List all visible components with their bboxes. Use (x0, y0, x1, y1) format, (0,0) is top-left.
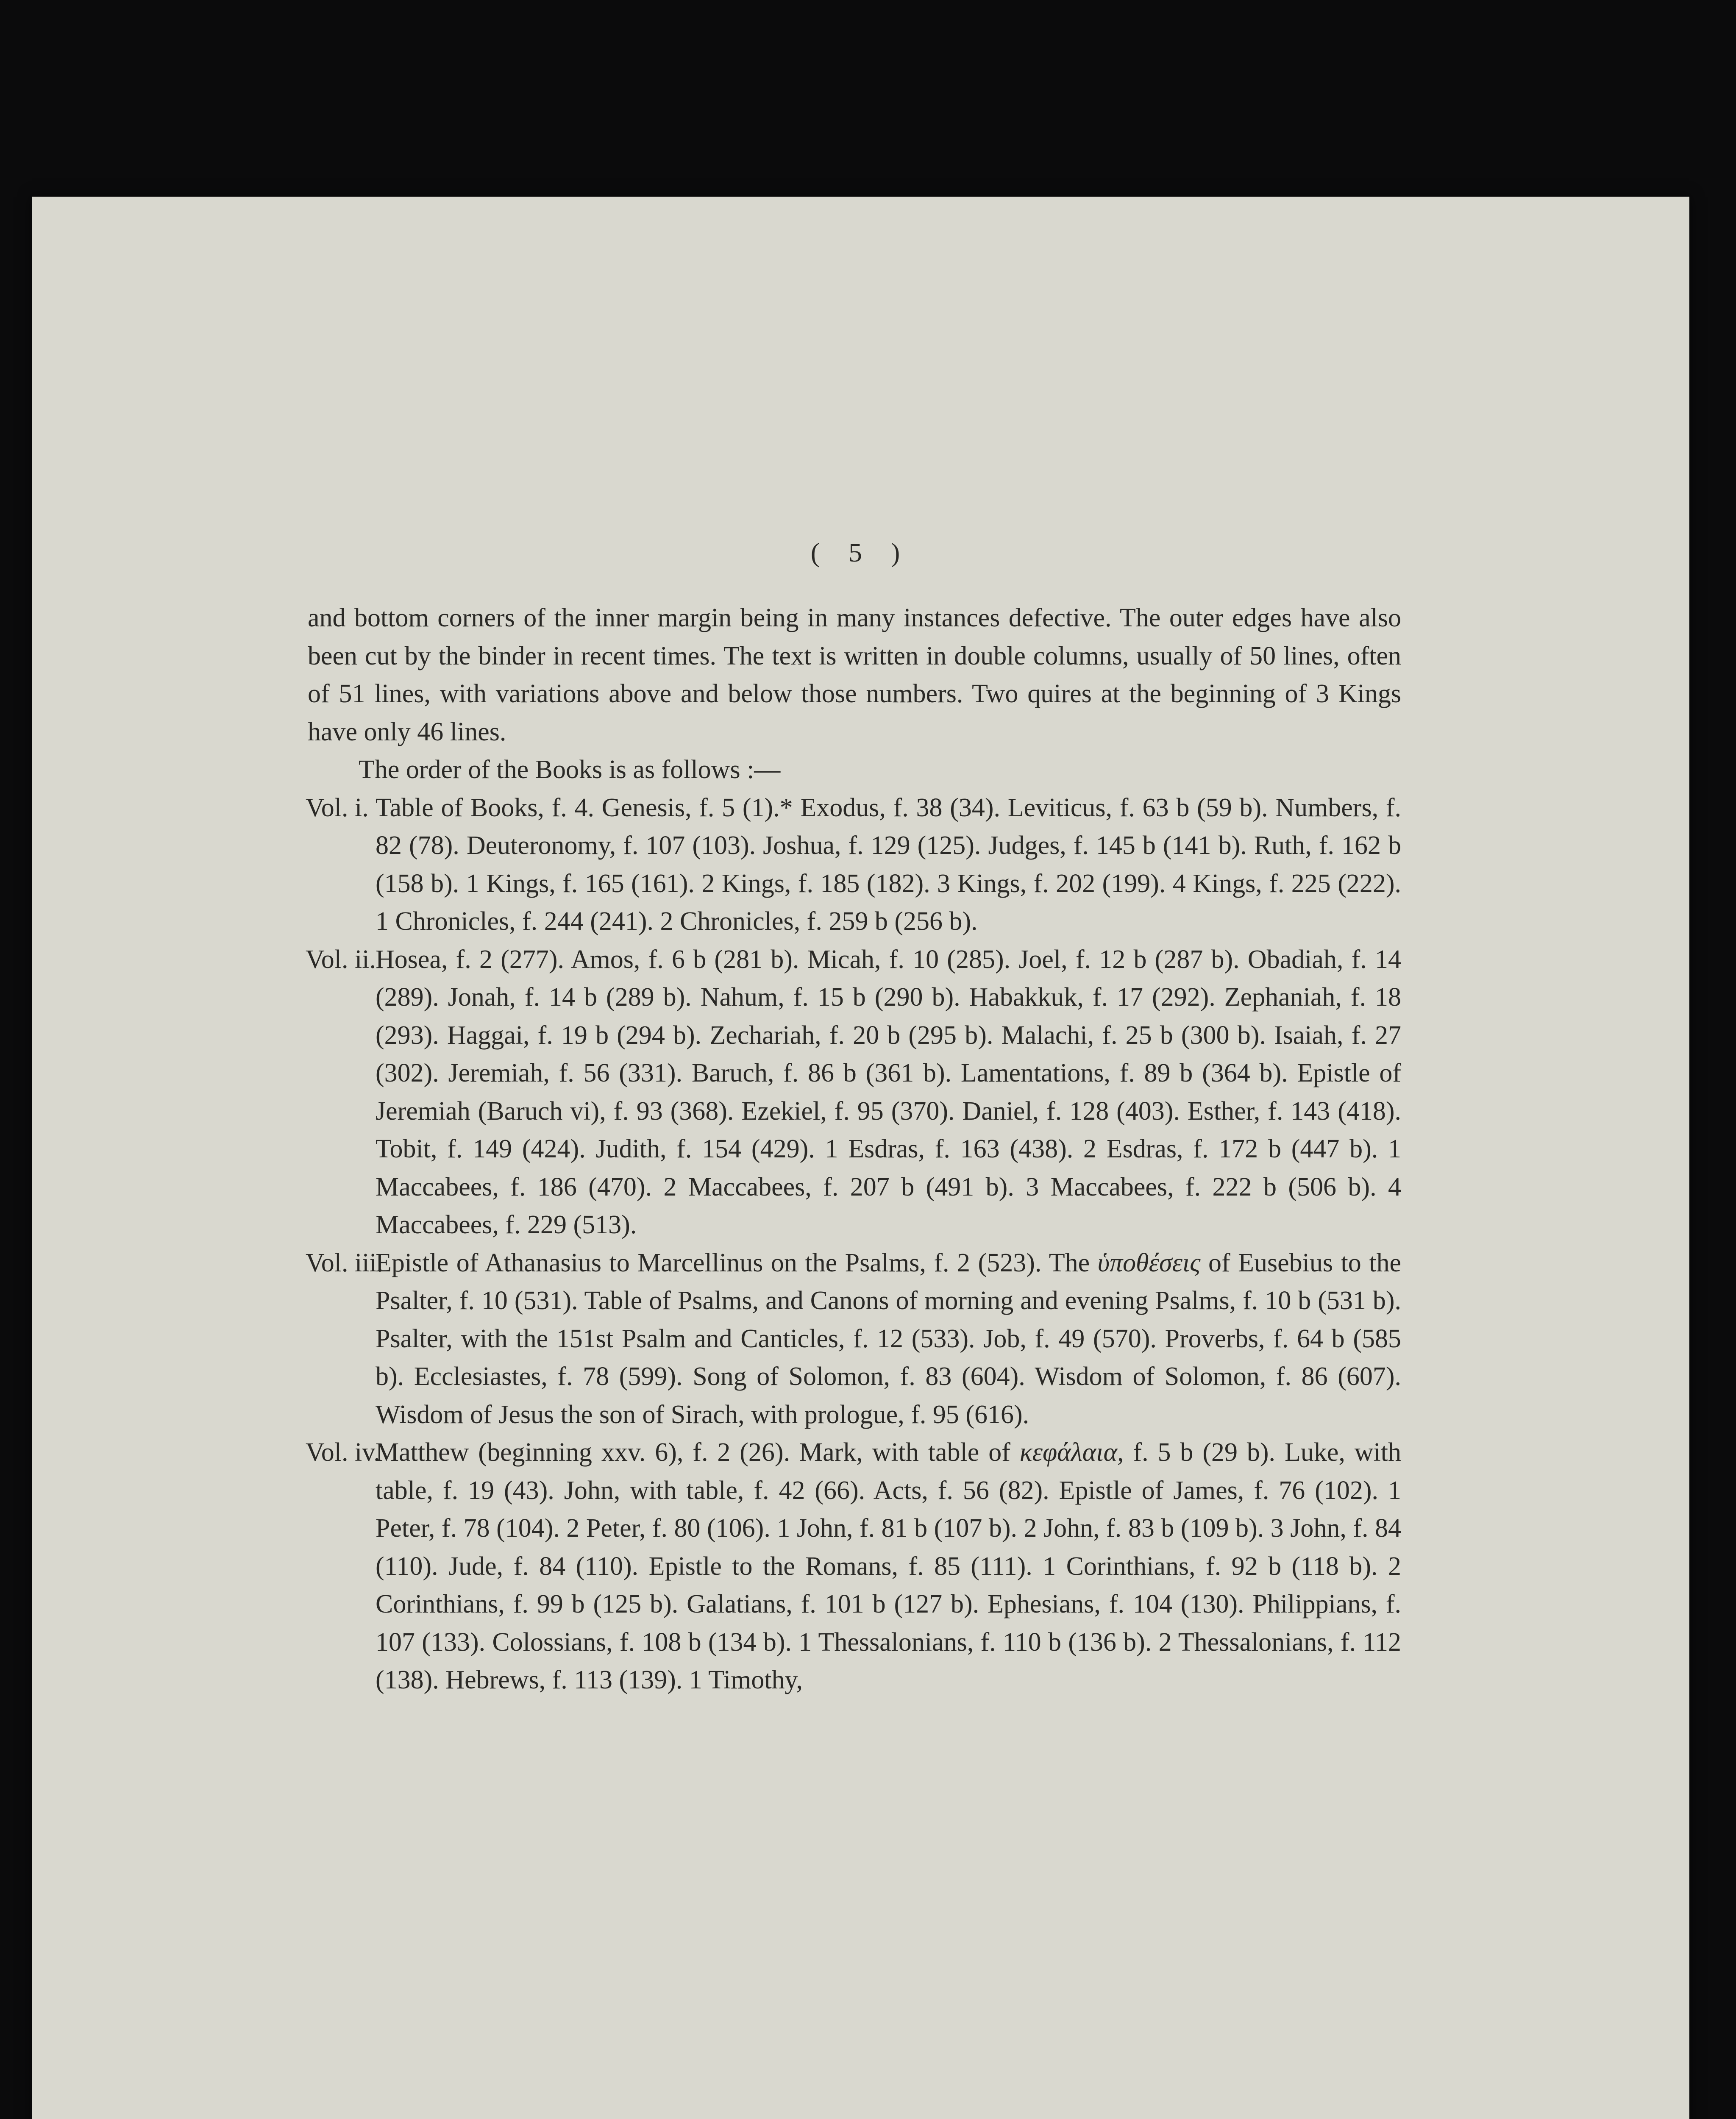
intro-paragraph: and bottom corners of the inner margin being in many instances defective. The outer edges have also been cut by the binder in recent times. The text is written in double columns, usually of 50 lines, often of 51 lines, with variations above and below those numbers. Two quires at the beginning of 3 Kings have only 46 lines. (308, 603, 1401, 746)
volume-contents-start: Matthew (beginning xxv. 6), f. 2 (26). Mark, with table of (376, 1438, 1010, 1467)
volume-label: Vol. i. (306, 793, 369, 822)
greek-term: ὑποθέσεις (1097, 1248, 1201, 1277)
volume-label: Vol. iv. (306, 1438, 380, 1467)
volume-contents-end: of Eusebius to the Psalter, f. 10 (531). Table of Psalms, and Canons of morning and evening Psalms, f. 10 b (531 b). Psalter, with the 151st Psalm and Canticles, f. 12 (533). Job, f. 49 (570). Proverbs, f. 64 b (585 b). Ecclesiastes, f. 78 (599). Song of Solomon, f. 83 (604). Wisdom of Solomon, f. 86 (607). Wisdom of Jesus the son of Sirach, with prologue, f. 95 (616). (376, 1248, 1401, 1429)
volume-label: Vol. iii. (306, 1248, 384, 1277)
volume-entry-2 (308, 941, 1401, 1244)
volume-entry-1 (308, 789, 1401, 941)
volume-contents-end: f. 5 b (29 b). Luke, with table, f. 19 (43). John, with table, f. 42 (66). Acts, f. 56 (82). Epistle of James, f. 76 (102). 1 Peter, f. 78 (104). 2 Peter, f. 80 (106). 1 John, f. 81 b (107 b). 2 John, f. 83 b (109 b). 3 John, f. 84 (110). Jude, f. 84 (110). Epistle to the Romans, f. 85 (111). 1 Corinthians, f. 92 b (118 b). 2 Corinthians, f. 99 b (125 b). Galatians, f. 101 b (127 b). Ephesians, f. 104 (130). Philippians, f. 107 (133). Colossians, f. 108 b (134 b). 1 Thessalonians, f. 110 b (136 b). 2 Thessalonians, f. 112 (138). Hebrews, f. 113 (139). 1 Timothy, (376, 1438, 1401, 1694)
greek-term: κεφάλαια, (1019, 1438, 1124, 1467)
volume-contents-start: Epistle of Athanasius to Marcellinus on the Psalms, f. 2 (523). The (376, 1248, 1090, 1277)
volume-contents: Table of Books, f. 4. Genesis, f. 5 (1).* Exodus, f. 38 (34). Leviticus, f. 63 b (59 b). Numbers, f. 82 (78). Deuteronomy, f. 107 (103). Joshua, f. 129 (125). Judges, f. 145 b (141 b). Ruth, f. 162 b (158 b). 1 Kings, f. 165 (161). 2 Kings, f. 185 (182). 3 Kings, f. 202 (199). 4 Kings, f. 225 (222). 1 Chronicles, f. 244 (241). 2 Chronicles, f. 259 b (256 b). (376, 793, 1401, 936)
book-page (32, 197, 1689, 2119)
volume-label: Vol. ii. (306, 945, 376, 974)
order-heading: The order of the Books is as follows :— (359, 755, 781, 784)
volume-contents: Hosea, f. 2 (277). Amos, f. 6 b (281 b). Micah, f. 10 (285). Joel, f. 12 b (287 b). Obadiah, f. 14 (289). Jonah, f. 14 b (289 b). Nahum, f. 15 b (290 b). Habakkuk, f. 17 (292). Zephaniah, f. 18 (293). Haggai, f. 19 b (294 b). Zechariah, f. 20 b (295 b). Malachi, f. 25 b (300 b). Isaiah, f. 27 (302). Jeremiah, f. 56 (331). Baruch, f. 86 b (361 b). Lamentations, f. 89 b (364 b). Epistle of Jeremiah (Baruch vi), f. 93 (368). Ezekiel, f. 95 (370). Daniel, f. 128 (403). Esther, f. 143 (418). Tobit, f. 149 (424). Judith, f. 154 (429). 1 Esdras, f. 163 (438). 2 Esdras, f. 172 b (447 b). 1 Maccabees, f. 186 (470). 2 Maccabees, f. 207 b (491 b). 3 Maccabees, f. 222 b (506 b). 4 Maccabees, f. 229 (513). (376, 945, 1401, 1239)
body-text (308, 599, 1401, 1699)
volume-entry-3 (308, 1244, 1401, 1434)
volume-entry-4 (308, 1434, 1401, 1699)
page-number: ( 5 ) (810, 537, 911, 567)
